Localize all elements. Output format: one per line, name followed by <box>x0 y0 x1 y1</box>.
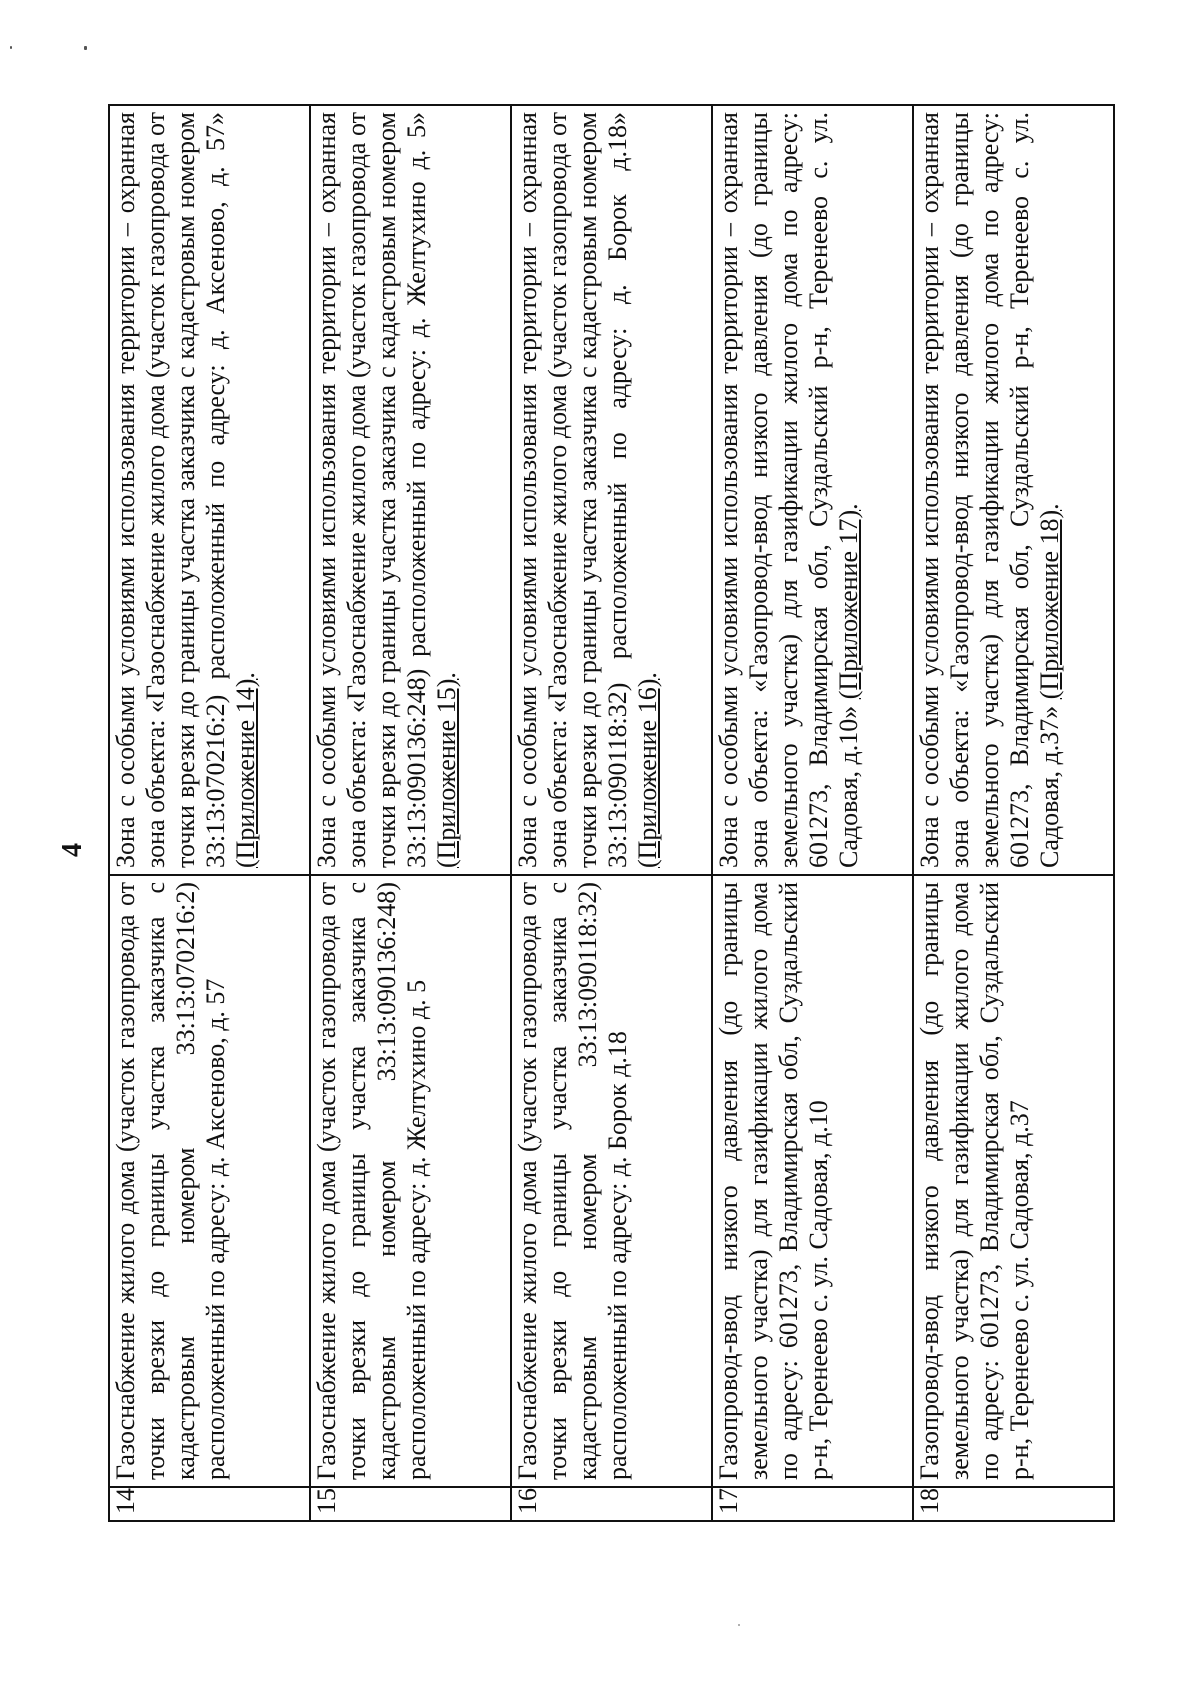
row-number: 16 <box>511 1487 712 1521</box>
zone-text: Зона с особыми условиями использования территории – охранная зона объекта: «Газоснабжение жилого дома (участок газопровода от точки врезки до границы участка заказчика с кадастровым номером 33:13:090136:248) расположенный по адресу: д. Желтухино д. 5» <box>312 112 431 868</box>
sentence-end: . <box>633 672 662 679</box>
zone-description <box>913 105 1114 875</box>
object-description: Газоснабжение жилого дома (участок газопровода от точки врезки до границы участка заказчика с кадастровым номером 33:13:070216:2) расположенный по адресу: д. Аксеново, д. 57 <box>109 875 310 1487</box>
zone-description <box>511 105 712 875</box>
zone-text: Зона с особыми условиями использования территории – охранная зона объекта: «Газопровод-ввод низкого давления (до границы земельного участка) для газификации жилого дома по адресу: 601273, Владимирская обл, Суздальский р-н, Теренеево с. ул. Садовая, д.37» <box>915 112 1064 868</box>
appendix-reference: (Приложение 16) <box>633 678 662 868</box>
zone-description <box>712 105 913 875</box>
row-number: 14 <box>109 1487 310 1521</box>
scan-speck <box>10 46 12 49</box>
page-number: 4 <box>57 843 88 857</box>
appendix-reference: (Приложение 15) <box>432 678 461 868</box>
object-description: Газоснабжение жилого дома (участок газопровода от точки врезки до границы участка заказчика с кадастровым номером 33:13:090118:32) расположенный по адресу: д. Борок д.18 <box>511 875 712 1487</box>
zone-description <box>310 105 511 875</box>
appendix-reference: (Приложение 14) <box>231 678 260 868</box>
sentence-end: . <box>231 672 260 679</box>
row-number: 15 <box>310 1487 511 1521</box>
row-number: 17 <box>712 1487 913 1521</box>
appendix-reference: (Приложение 18) <box>1035 509 1064 700</box>
table-row <box>310 105 511 1521</box>
table-row <box>913 105 1114 1521</box>
zone-text: Зона с особыми условиями использования территории – охранная зона объекта: «Газоснабжение жилого дома (участок газопровода от точки врезки до границы участка заказчика с кадастровым номером 33:13:090118:32) расположенный по адресу: д. Борок д.18» <box>513 112 632 868</box>
sentence-end: . <box>432 672 461 679</box>
scan-speck <box>84 46 87 50</box>
object-description: Газопровод-ввод низкого давления (до границы земельного участка) для газификации жилого дома по адресу: 601273, Владимирская обл, Суздальский р-н, Теренеево с. ул. Садовая, д.10 <box>712 875 913 1487</box>
sentence-end: . <box>1035 503 1064 510</box>
zone-text: Зона с особыми условиями использования территории – охранная зона объекта: «Газопровод-ввод низкого давления (до границы земельного участка) для газификации жилого дома по адресу: 601273, Владимирская обл, Суздальский р-н, Теренеево с. ул. Садовая, д.10» <box>714 112 863 868</box>
zones-table <box>108 104 1115 1522</box>
table-row <box>109 105 310 1521</box>
zone-description <box>109 105 310 875</box>
table-row <box>712 105 913 1521</box>
rotated-table-container <box>108 104 1114 1522</box>
scan-speck <box>738 1624 740 1626</box>
object-description: Газопровод-ввод низкого давления (до границы земельного участка) для газификации жилого дома по адресу: 601273, Владимирская обл, Суздальский р-н, Теренеево с. ул. Садовая, д.37 <box>913 875 1114 1487</box>
appendix-reference: (Приложение 17) <box>834 509 863 700</box>
row-number: 18 <box>913 1487 1114 1521</box>
table-row <box>511 105 712 1521</box>
zone-text: Зона с особыми условиями использования территории – охранная зона объекта: «Газоснабжение жилого дома (участок газопровода от точки врезки до границы участка заказчика с кадастровым номером 33:13:070216:2) расположенный по адресу: д. Аксеново, д. 57» <box>111 112 230 868</box>
sentence-end: . <box>834 503 863 510</box>
object-description: Газоснабжение жилого дома (участок газопровода от точки врезки до границы участка заказчика с кадастровым номером 33:13:090136:248) расположенный по адресу: д. Желтухино д. 5 <box>310 875 511 1487</box>
